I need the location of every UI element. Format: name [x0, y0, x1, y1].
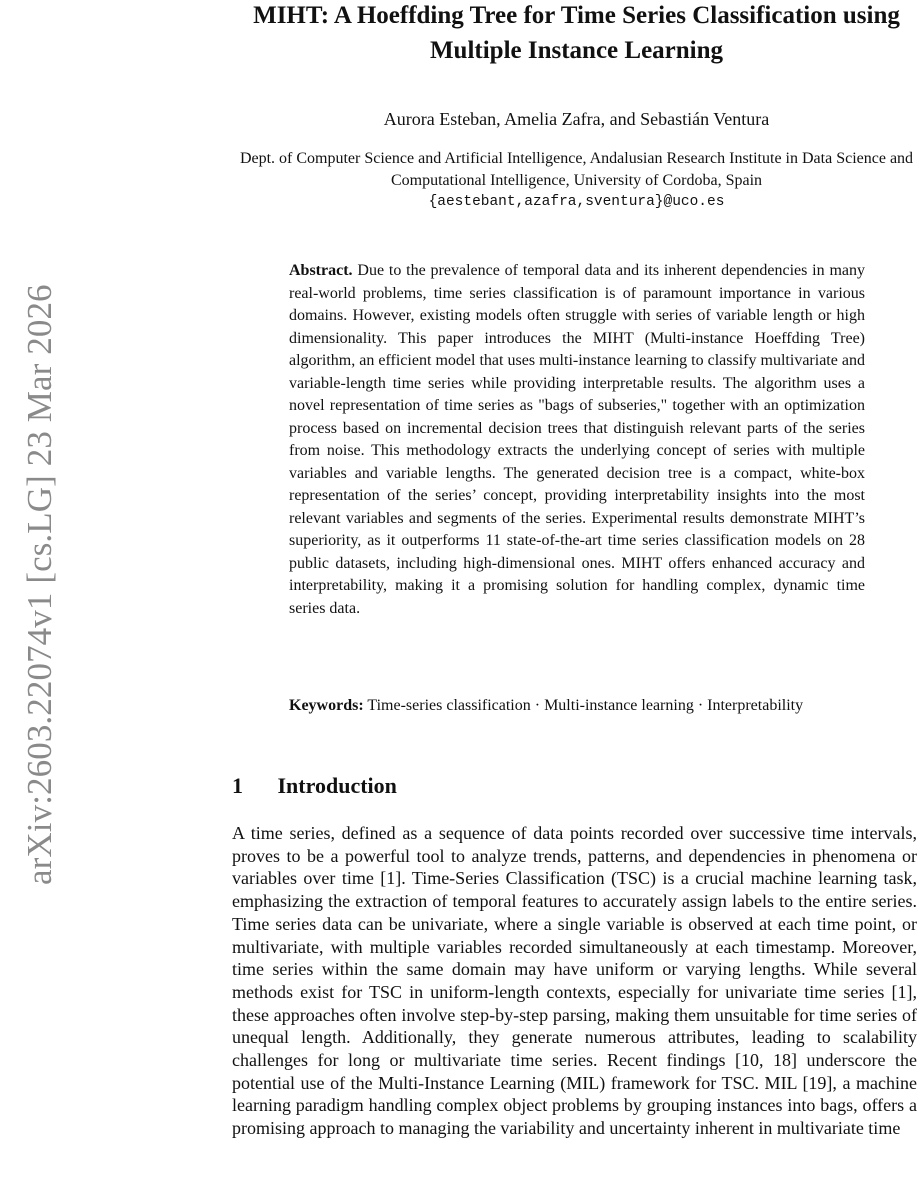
introduction-text: A time series, defined as a sequence of data points recorded over successive time intervals, proves to be a powerful tool to analyze trends, patterns, and dependencies in phenomena or variables over time [1]. Time-Series Classification (TSC) is a crucial machine learning task, emphasizing the extraction of temporal features to accurately assign labels to the entire series. Time series data can be univariate, where a single variable is observed at each time point, or multivariate, with multiple variables recorded simultaneously at each timestamp. Moreover, time series within the same domain may have uniform or varying lengths. While several methods exist for TSC in uniform-length contexts, especially for univariate time series [1], these approaches often involve step-by-step parsing, making them unsuitable for time series of unequal length. Additionally, they generate numerous attributes, leading to scalability challenges for long or multivariate time series. Recent findings [10, 18] underscore the potential use of the Multi-Instance Learning (MIL) framework for TSC. MIL [19], a machine learning paradigm handling complex object problems by grouping instances into bags, offers a promising approach to managing the variability and uncertainty inherent in multivariate time: [232, 823, 917, 1139]
author-emails: {aestebant,azafra,sventura}@uco.es: [428, 194, 725, 210]
section-title: Introduction: [277, 773, 397, 798]
arxiv-side-stamp: arXiv:2603.22074v1 [cs.LG] 23 Mar 2026: [20, 284, 59, 885]
abstract-label: Abstract.: [289, 262, 353, 279]
paper-title: MIHT: A Hoeffding Tree for Time Series Classification using Multiple Instance Learning: [253, 2, 900, 64]
section-heading-introduction: [232, 772, 921, 800]
keywords-block: [289, 695, 865, 718]
author-list: Aurora Esteban, Amelia Zafra, and Sebastián Ventura: [383, 109, 770, 129]
abstract-block: [289, 260, 865, 620]
introduction-paragraph: [232, 822, 917, 1140]
section-number: 1: [232, 773, 243, 798]
author-affiliation: Dept. of Computer Science and Artificial Intelligence, Andalusian Research Institute in Data Science and Computational Intelligence, University of Cordoba, Spain: [239, 150, 914, 189]
keywords-label: Keywords:: [289, 697, 364, 714]
abstract-text: Due to the prevalence of temporal data and its inherent dependencies in many real-world problems, time series classification is of paramount importance in various domains. However, existing models often struggle with series of variable length or high dimensionality. This paper introduces the MIHT (Multi-instance Hoeffding Tree) algorithm, an efficient model that uses multi-instance learning to classify multivariate and variable-length time series while providing interpretable results. The algorithm uses a novel representation of time series as "bags of subseries," together with an optimization process based on incremental decision trees that distinguish relevant parts of the series from noise. This methodology extracts the underlying concept of series with multiple variables and variable lengths. The generated decision tree is a compact, white-box representation of the series’ concept, providing interpretability insights into the most relevant variables and segments of the series. Experimental results demonstrate MIHT’s superiority, as it outperforms 11 state-of-the-art time series classification models on 28 public datasets, including high-dimensional ones. MIHT offers enhanced accuracy and interpretability, making it a promising solution for handling complex, dynamic time series data.: [289, 262, 866, 617]
keywords-text: Time-series classification · Multi-instance learning · Interpretability: [367, 697, 804, 714]
